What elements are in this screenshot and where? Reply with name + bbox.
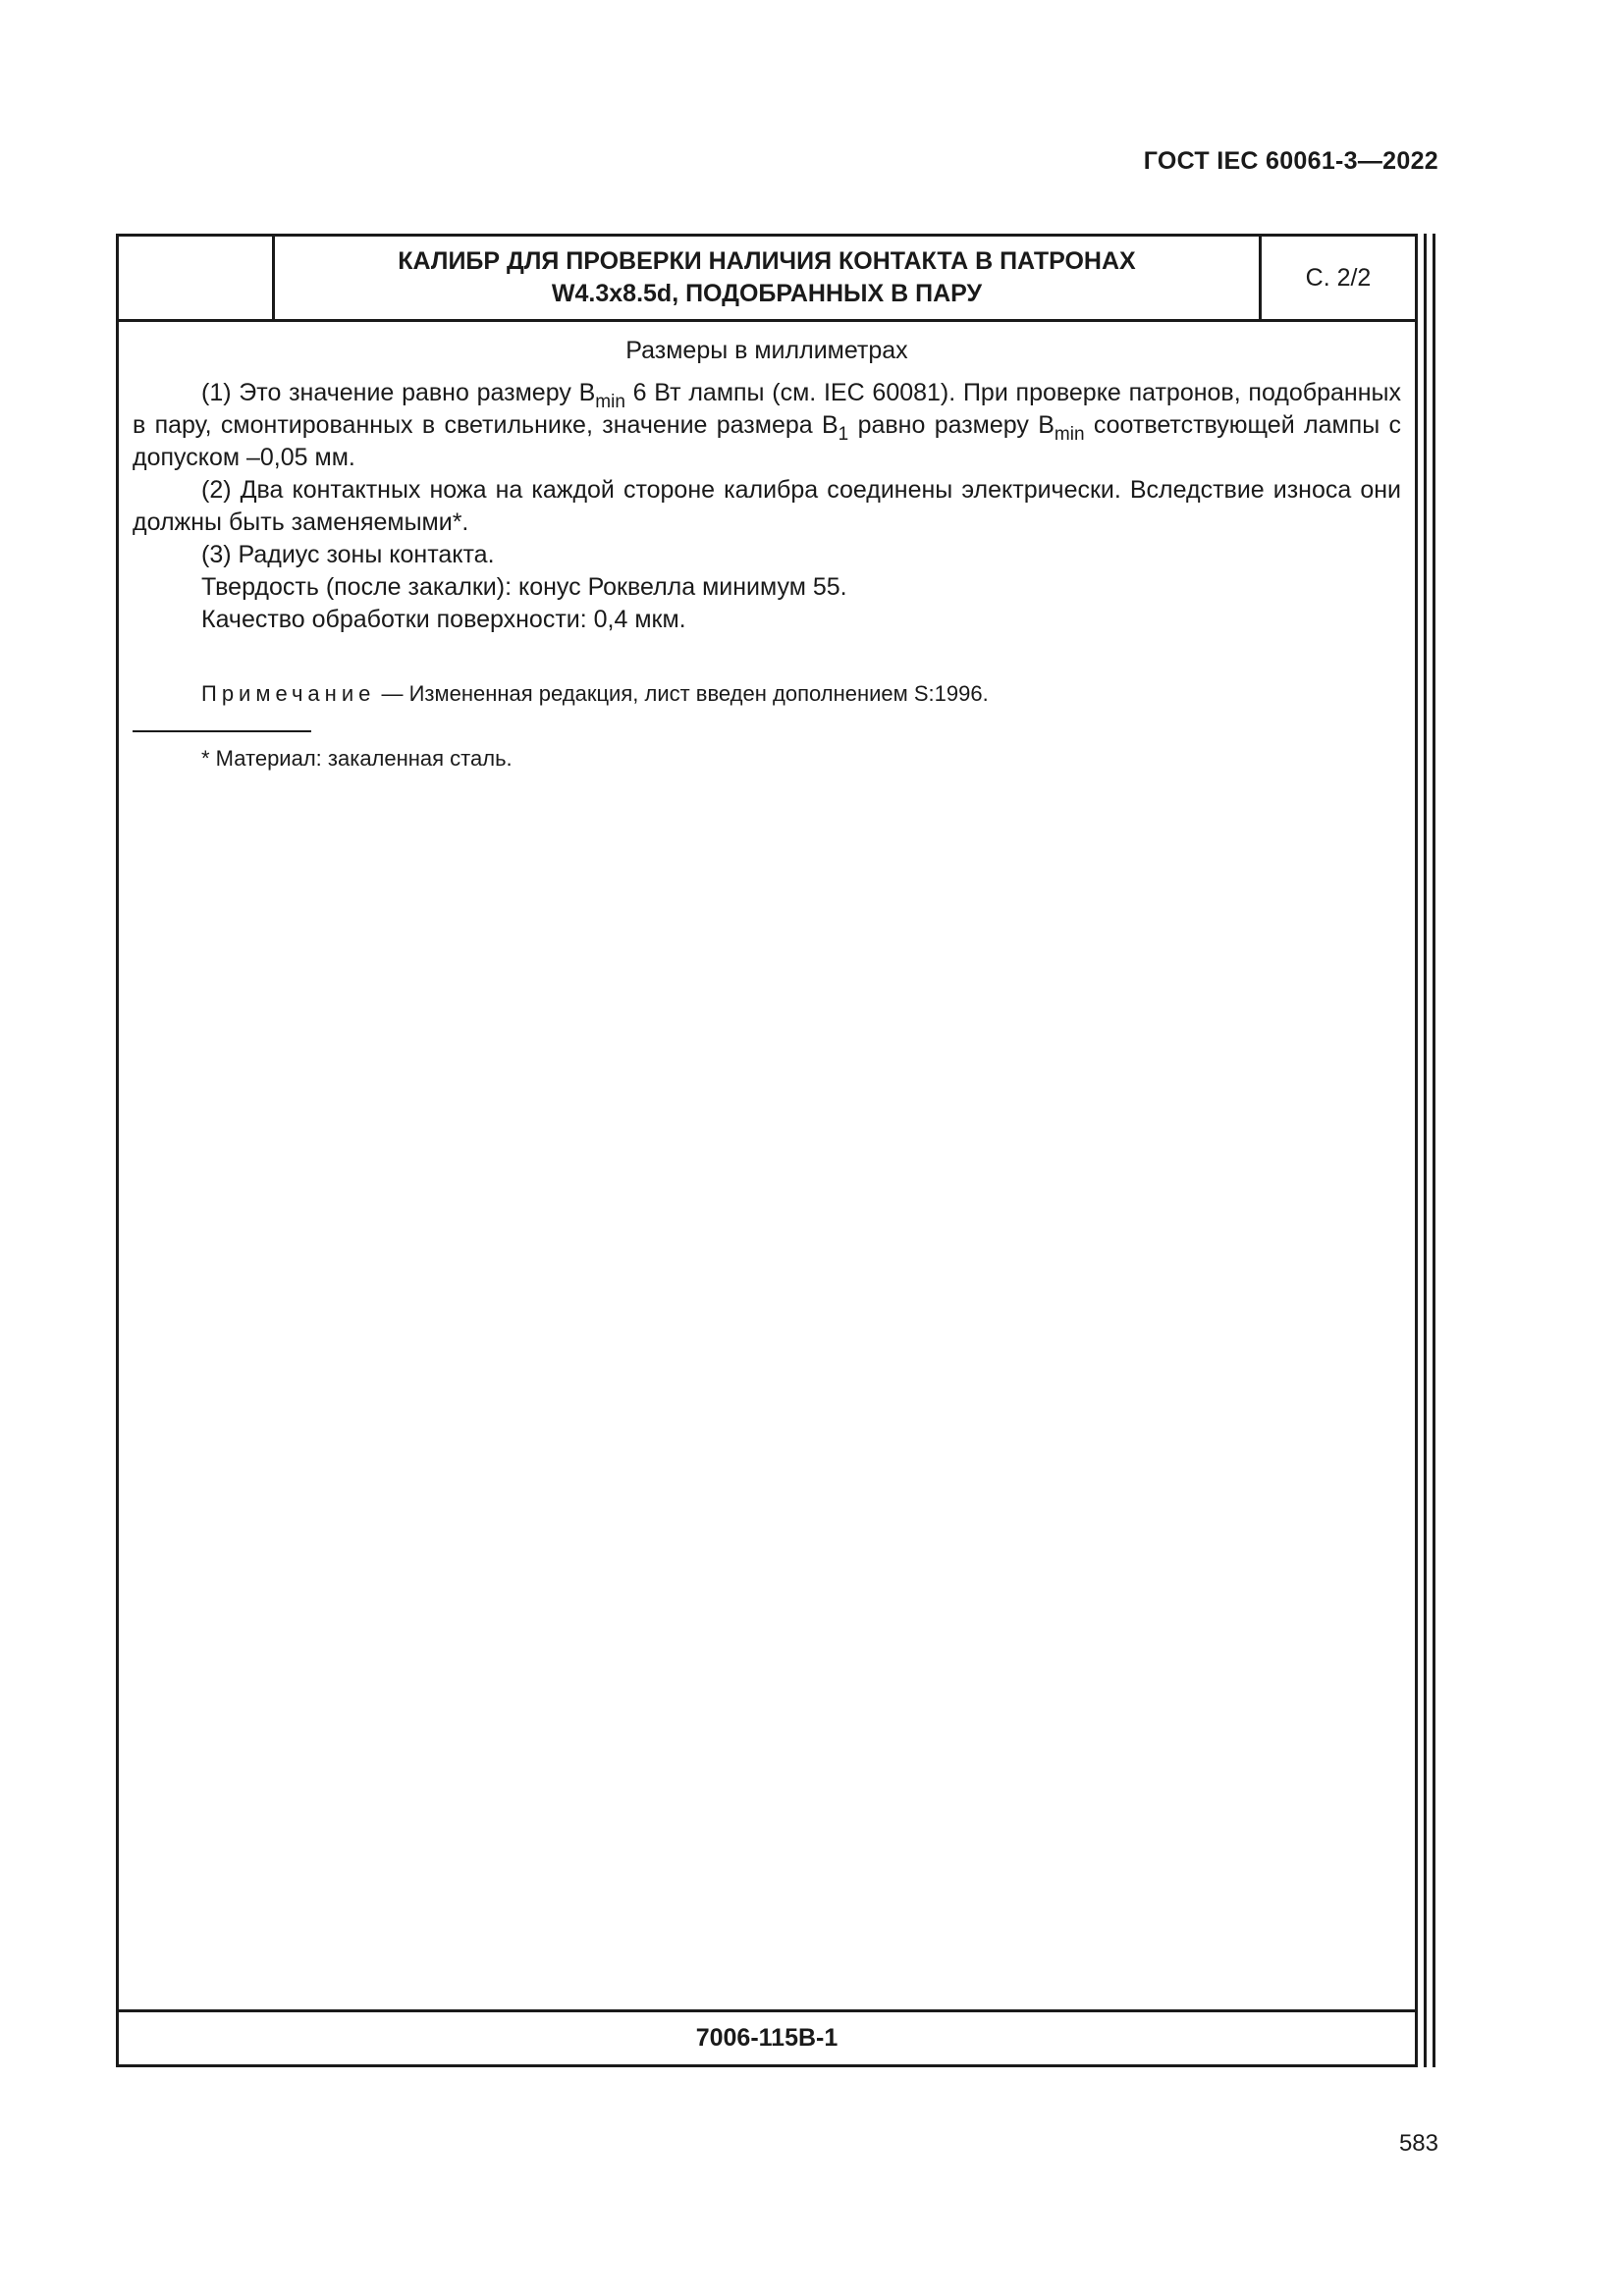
footnote-rule [133, 730, 311, 732]
margin-rule-inner [1424, 234, 1427, 2067]
margin-rule-outer [1433, 234, 1435, 2067]
note-1-sub-min: min [595, 392, 625, 412]
sheet-title-line-1: КАЛИБР ДЛЯ ПРОВЕРКИ НАЛИЧИЯ КОНТАКТА В ПАТРОНАХ [398, 247, 1136, 275]
sheet-body [133, 335, 1401, 774]
title-blank-cell [119, 237, 275, 319]
amendment-note [133, 679, 1401, 709]
footnote: * Материал: закаленная сталь. [201, 746, 513, 771]
note-1 [133, 377, 1401, 474]
note-3: (3) Радиус зоны контакта. [201, 541, 495, 568]
sheet-title [275, 237, 1259, 319]
note-text: — Измененная редакция, лист введен дополнением S:1996. [375, 681, 989, 706]
standard-sheet-frame [116, 234, 1418, 2067]
sheet-code: 7006-115B-1 [119, 2009, 1415, 2064]
note-1-text-b: 6 Вт лампы (см. IEC 60081). При проверке патронов, подобранных в пару, смонтированных в светильнике, значение размера B [133, 379, 1401, 439]
title-row [119, 237, 1415, 322]
dimensions-note: Размеры в миллиметрах [625, 337, 908, 364]
note-1-text-d: соответствующей лампы с допуском –0,05 мм. [133, 411, 1402, 471]
note-1-sub-min-2: min [1054, 424, 1085, 445]
note-1-sub-1: 1 [838, 424, 849, 445]
hardness-line: Твердость (после закалки): конус Роквелла минимум 55. [201, 573, 847, 601]
note-label: Примечание [201, 681, 376, 706]
page-number: 583 [1398, 2130, 1438, 2157]
note-1-text-c: равно размеру B [848, 411, 1055, 439]
sheet-page-ref: С. 2/2 [1259, 237, 1415, 319]
sheet-title-line-2: W4.3x8.5d, ПОДОБРАННЫХ В ПАРУ [551, 280, 983, 307]
note-1-text-a: (1) Это значение равно размеру B [201, 379, 596, 406]
note-2: (2) Два контактных ножа на каждой стороне калибра соединены электрически. Вследствие износа они должны быть заменяемыми*. [133, 476, 1401, 536]
surface-finish-line: Качество обработки поверхности: 0,4 мкм. [201, 606, 686, 633]
standard-header: ГОСТ IEC 60061-3—2022 [1143, 147, 1438, 175]
